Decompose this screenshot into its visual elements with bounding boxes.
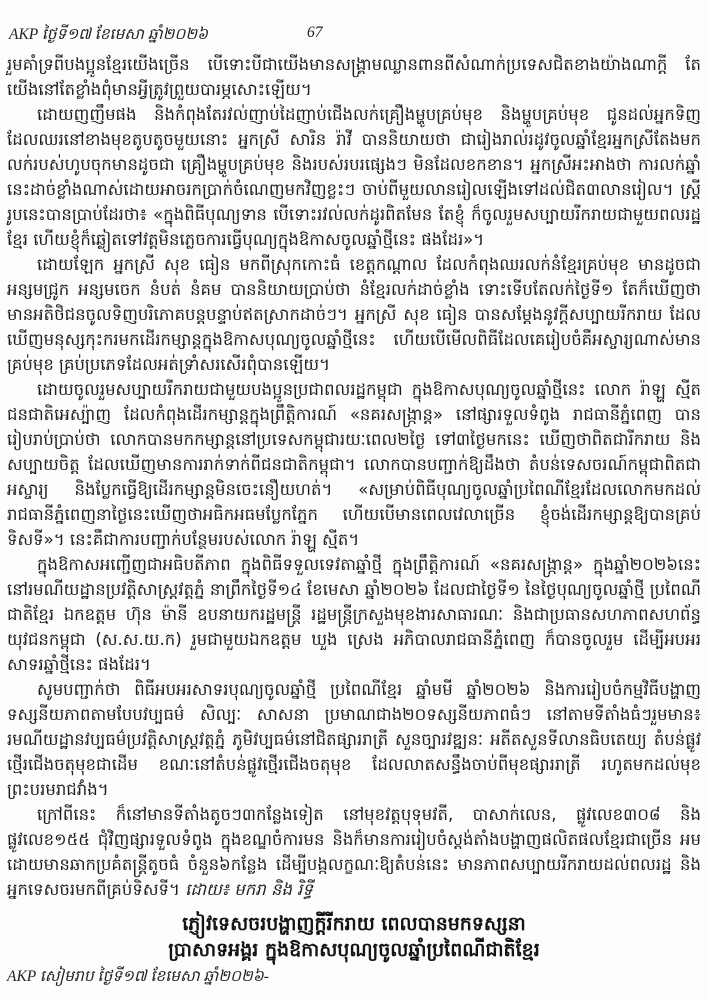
paragraph <box>7 552 701 677</box>
header-issue-line: AKP ថ្ងៃទី១៧ ខែមេសា ឆ្នាំ២០២៦ <box>9 26 209 43</box>
next-article-title-line-2: ប្រាសាទអង្គរ ក្នុងឱកាសបុណ្យចូលឆ្នាំប្រពៃណីជាតិខ្មែរ <box>168 939 540 961</box>
paragraph-text: ក្នុងឱកាសអញ្ជើញជាអធិបតីភាព ក្នុងពិធីទទួលទេវតាឆ្នាំថ្មី ក្នុងព្រឹត្តិការណ៍ «នគរសង្ក្រាន្ត» ក្នុងឆ្នាំ២០២៦នេះ នៅរមណីយដ្ឋានប្រវត្តិសាស្ត្រវត្តភ្នំ នាព្រឹកថ្ងៃទី១៤ ខែមេសា ឆ្នាំ២០២៦ ដែលជាថ្ងៃទី១ នៃថ្ងៃបុណ្យចូលឆ្នាំថ្មី ប្រពៃណីជាតិខ្មែរ ឯកឧត្តម ហ៊ុន ម៉ានី ឧបនាយករដ្ឋមន្ត្រី រដ្ឋមន្ត្រីក្រសួងមុខងារសាធារណៈ និងជាប្រធានសហភាពសហព័ន្ធយុវជនកម្ពុជា (ស.ស.យ.ក) រួមជាមួយឯកឧត្តម ឃួង ស្រេង អភិបាលរាជធានីភ្នំពេញ ក៏បានចូលរួម ដើម្បីអបអរសាទរឆ្នាំថ្មីនេះ ផងដែរ។ <box>7 555 701 674</box>
paragraph <box>7 377 701 552</box>
paragraph-text: ក្រៅពីនេះ ក៏នៅមានទីតាំងតូចៗ៣កន្លែងទៀត នៅមុខវត្តបុទុមវតី, បាសាក់លេន, ផ្លូវលេខ៣០៨ និងផ្លូវលេខ១៥៥ ជុំវិញផ្សារទួលទំពូង ក្នុងខណ្ឌចំការមន និងក៏មានការរៀបចំស្ដង់តាំងបង្ហាញផលិតផលខ្មែរជាច្រើន អមដោយមានឆាកប្រគំតន្ត្រីតូចធំ ចំនួន៦កន្លែង ដើម្បីបង្កលក្ខណៈឱ្យតំបន់នេះ មានភាពសប្បាយរីករាយដល់ពលរដ្ឋ និងអ្នកទេសចរមកពីគ្រប់ទិសទី។ <box>7 805 701 899</box>
paragraph <box>7 102 701 252</box>
page-number: 67 <box>307 24 323 41</box>
article-body <box>7 52 701 989</box>
paragraph-text: ដោយឡែក អ្នកស្រី សុខ ធៀន មកពីស្រុកកោះធំ ខេត្តកណ្ដាល ដែលកំពុងឈរលក់នំខ្មែរគ្រប់មុខ មានដូចជាអន្សមជ្រូក អន្សមចេក នំបត់ នំគម បាននិយាយប្រាប់ថា នំខ្មែរលក់ដាច់ខ្លាំង ទោះទើបតែលក់ថ្ងៃទី១ តែក៏ឃើញថាមានអតិថិជនចូលទិញបរិភោគបន្តបន្ទាប់ឥតស្រាកដាច់ៗ។ អ្នកស្រី សុខ ធៀន បានសម្ដែងនូវក្ដីសប្បាយរីករាយ ដែលឃើញមនុស្សកុះករមកដើរកម្សាន្តក្នុងឱកាសបុណ្យចូលឆ្នាំថ្មីនេះ ហើយបើមើលពិធីដែលគេរៀបចំគឺអស្ចារ្យណាស់មានគ្រប់មុខ គ្រប់ប្រភេទដែលអត់ទ្រាំសរសើរពុំបានឡើយ។ <box>7 255 701 374</box>
paragraph-text: ដោយញញឹមផង និងកំពុងតែរវល់ញាប់ដៃញាប់ជើងលក់គ្រឿងម្ហូបគ្រប់មុខ និងម្ហូបគ្រប់មុខ ជូនដល់អ្នកទិញដែលឈរនៅខាងមុខតូបតូចមួយនោះ អ្នកស្រី សារិន រ៉ាវី បាននិយាយថា ជារៀងរាល់រដូវចូលឆ្នាំខ្មែរអ្នកស្រីតែងមកលក់របស់ហូបចុកមានដូចជា គ្រឿងម្ហូបគ្រប់មុខ និងរបស់របរផ្សេងៗ មិនដែលខកខាន។ អ្នកស្រីអះអាងថា ការលក់ឆ្នាំនេះដាច់ខ្លាំងណាស់ដោយអាចរកប្រាក់ចំណេញមកវិញខ្លះៗ ចាប់ពីមួយលានរៀលឡើងទៅដល់ជិត៣លានរៀល។ ស្ត្រីរូបនេះបានប្រាប់ដែរថា៖ «ក្នុងពិធីបុណ្យទាន បើទោះរវល់លក់ដូរពិតមែន តែខ្ញុំ ក៏ចូលរួមសប្បាយរីករាយជាមួយពលរដ្ឋខ្មែរ ហើយខ្ញុំក៏ឆ្លៀតទៅវត្តមិនភ្លេចការធ្វើបុណ្យក្នុងឱកាសចូលឆ្នាំថ្មីនេះ ផងដែរ»។ <box>7 105 701 249</box>
paragraphs <box>7 52 701 902</box>
paragraph-text: សូមបញ្ជាក់ថា ពិធីអបអរសាទរបុណ្យចូលឆ្នាំថ្មី ប្រពៃណីខ្មែរ ឆ្នាំមមី ឆ្នាំ២០២៦ និងការរៀបចំកម្មវិធីបង្ហាញទស្សនីយភាពតាមបែបវប្បធម៌ សិល្បៈ សាសនា ប្រមាណជាង២០ទស្សនីយភាពធំៗ នៅតាមទីតាំងធំៗរួមមាន៖ រមណីយដ្ឋានវប្បធម៌ប្រវត្តិសាស្ត្រវត្តភ្នំ ភូមិវប្បធម៌នៅជិតផ្សាររាត្រី សួនច្បារវឌ្ឍនៈ អតីតសួនទីលានធិបតេយ្យ តំបន់ផ្លូវថ្មើរជើងចតុមុខជាដើម ខណៈនៅតំបន់ផ្លូវថ្មើរជើងចតុមុខ ដែលលាតសន្ធឹងចាប់ពីមុខផ្សាររាត្រី រហូតមកដល់មុខព្រះបរមរាជវាំង។ <box>7 680 701 799</box>
page-header <box>7 24 701 50</box>
paragraph <box>7 677 701 802</box>
next-article-title <box>7 911 701 963</box>
next-article-title-line-1: ភ្ញៀវទេសចរបង្ហាញក្ដីរីករាយ ពេលបានមកទស្សនា <box>182 913 526 935</box>
paragraph <box>7 252 701 377</box>
paragraph-text: រួមគាំទ្រពីបងប្អូនខ្មែរយើងច្រើន បើទោះបីជាយើងមានសង្គ្រាមឈ្លានពានពីសំណាក់ប្រទេសជិតខាងយ៉ាងណាក្ដី តែយើងនៅតែខ្លាំងពុំមានអ្វីត្រូវព្រួយបារម្ភសោះឡើយ។ <box>7 55 701 99</box>
paragraph <box>7 52 701 102</box>
dateline-footer: AKP សៀមរាប ថ្ងៃទី១៧ ខែមេសា ឆ្នាំ២០២៦- <box>7 968 269 985</box>
paragraph <box>7 802 701 902</box>
paragraph-text: ដោយចូលរួមសប្បាយរីករាយជាមួយបងប្អូនប្រជាពលរដ្ឋកម្ពុជា ក្នុងឱកាសបុណ្យចូលឆ្នាំថ្មីនេះ លោក រ៉ាឡ្ហ ស្មីត ជនជាតិអេស្ប៉ាញ ដែលកំពុងដើរកម្សាន្តក្នុងព្រឹត្តិការណ៍ «នគរសង្ក្រាន្ត» នៅផ្សារទួលទំពូង រាជធានីភ្នំពេញ បានរៀបរាប់ប្រាប់ថា លោកបានមកកម្សាន្តនៅប្រទេសកម្ពុជារយៈពេល២ថ្ងៃ ទៅ៣ថ្ងៃមកនេះ ឃើញថាពិតជារីករាយ និងសប្បាយចិត្ត ដែលឃើញមានការរាក់ទាក់ពីជនជាតិកម្ពុជា។ លោកបានបញ្ជាក់ឱ្យដឹងថា តំបន់ទេសចរណ៍កម្ពុជាពិតជាអស្ចារ្យ និងប្លែកធ្វើឱ្យដើរកម្សាន្តមិនចេះនឿយហត់។ «សម្រាប់ពិធីបុណ្យចូលឆ្នាំប្រពៃណីខ្មែរដែលលោកមកដល់រាជធានីភ្នំពេញនាថ្ងៃនេះឃើញថាអធិកអធមប្លែកភ្នែក ហើយបើមានពេលវេលាច្រើន ខ្ញុំចង់ដើរកម្សាន្តឱ្យបានគ្រប់ទិសទី»។ នេះគឺជាការបញ្ជាក់បន្ថែមរបស់លោក រ៉ាឡ្ហ ស្មីត។ <box>7 380 701 549</box>
byline: ដោយ៖ មករា និង រិទ្ធី <box>179 880 313 899</box>
